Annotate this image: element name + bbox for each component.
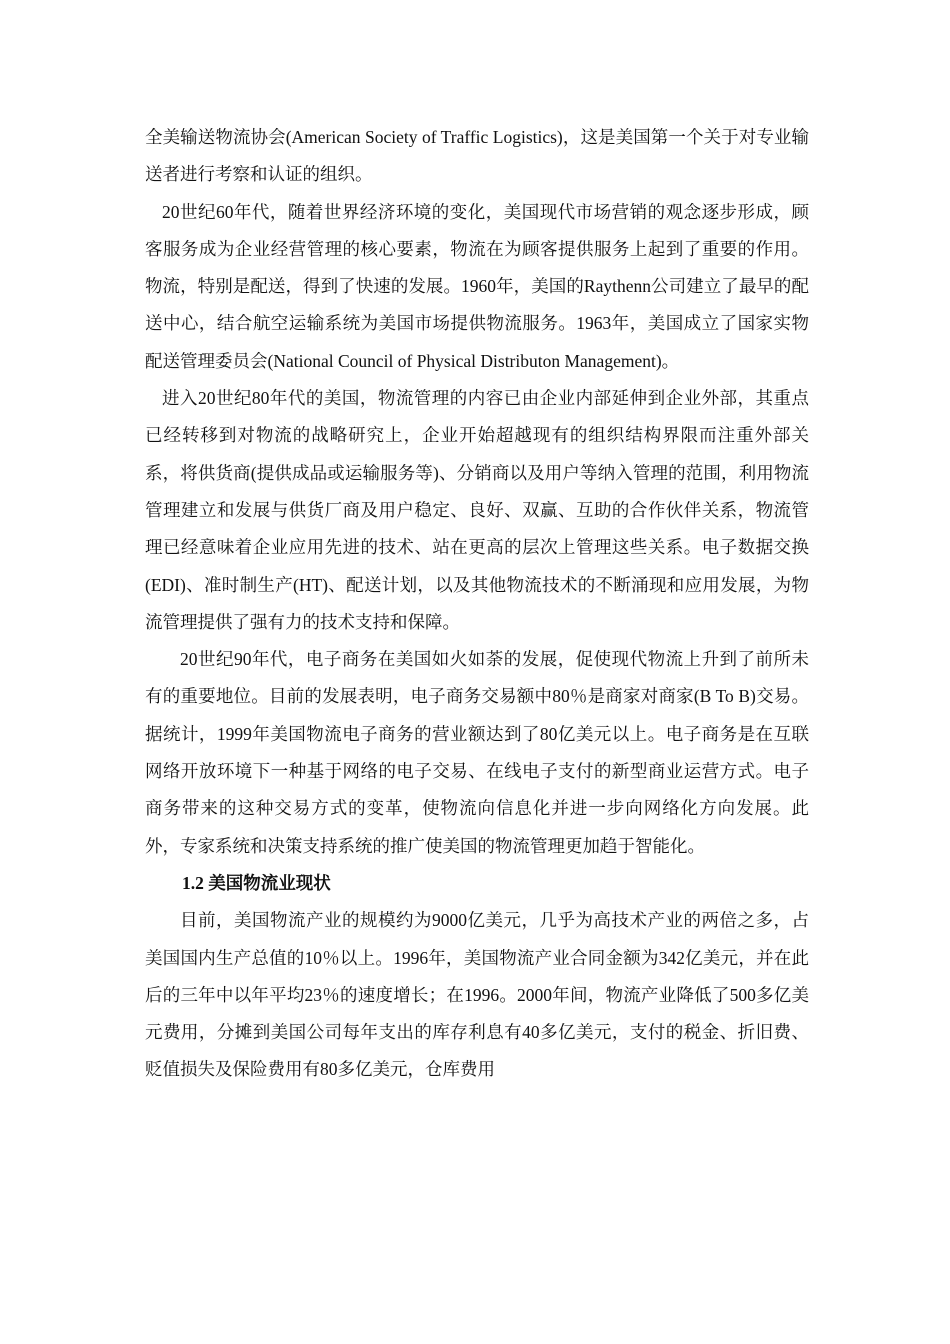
paragraph-1980s: 进入20世纪80年代的美国，物流管理的内容已由企业内部延伸到企业外部，其重点已经转移到对物流的战略研究上，企业开始超越现有的组织结构界限而注重外部关系，将供货商(提供成品或运输服务等)、分销商以及用户等纳入管理的范围，利用物流管理建立和发展与供货厂商及用户稳定、良好、双赢、互助的合作伙伴关系，物流管理已经意味着企业应用先进的技术、站在更高的层次上管理这些关系。电子数据交换(EDI)、准时制生产(HT)、配送计划，以及其他物流技术的不断涌现和应用发展，为物流管理提供了强有力的技术支持和保障。: [145, 388, 809, 632]
paragraph-traffic-logistics: 全美输送物流协会(American Society of Traffic Logistics)，这是美国第一个关于对专业输送者进行考察和认证的组织。: [145, 127, 809, 185]
paragraph-current-status: 目前，美国物流产业的规模约为9000亿美元，几乎为高技术产业的两倍之多，占美国国内生产总值的10％以上。1996年，美国物流产业合同金额为342亿美元，并在此后的三年中以年平均23％的速度增长；在1996。2000年间，物流产业降低了500多亿美元费用，分摊到美国公司每年支出的库存利息有40多亿美元，支付的税金、折旧费、贬值损失及保险费用有80多亿美元，仓库费用: [145, 910, 809, 1080]
section-heading: 1.2 美国物流业现状: [182, 872, 331, 893]
paragraph-1990s: 20世纪90年代，电子商务在美国如火如荼的发展，促使现代物流上升到了前所未有的重要地位。目前的发展表明，电子商务交易额中80％是商家对商家(B To B)交易。据统计，1999年美国物流电子商务的营业额达到了80亿美元以上。电子商务是在互联网络开放环境下一种基于网络的电子交易、在线电子支付的新型商业运营方式。电子商务带来的这种交易方式的变革，使物流向信息化并进一步向网络化方向发展。此外，专家系统和决策支持系统的推广使美国的物流管理更加趋于智能化。: [145, 649, 809, 856]
paragraph-1960s: 20世纪60年代，随着世界经济环境的变化，美国现代市场营销的观念逐步形成，顾客服务成为企业经营管理的核心要素，物流在为顾客提供服务上起到了重要的作用。物流，特别是配送，得到了快速的发展。1960年，美国的Raythenn公司建立了最早的配送中心，结合航空运输系统为美国市场提供物流服务。1963年，美国成立了国家实物配送管理委员会(National Council of Physical Distributon Management)。: [145, 201, 809, 371]
document-body: [145, 119, 809, 1089]
